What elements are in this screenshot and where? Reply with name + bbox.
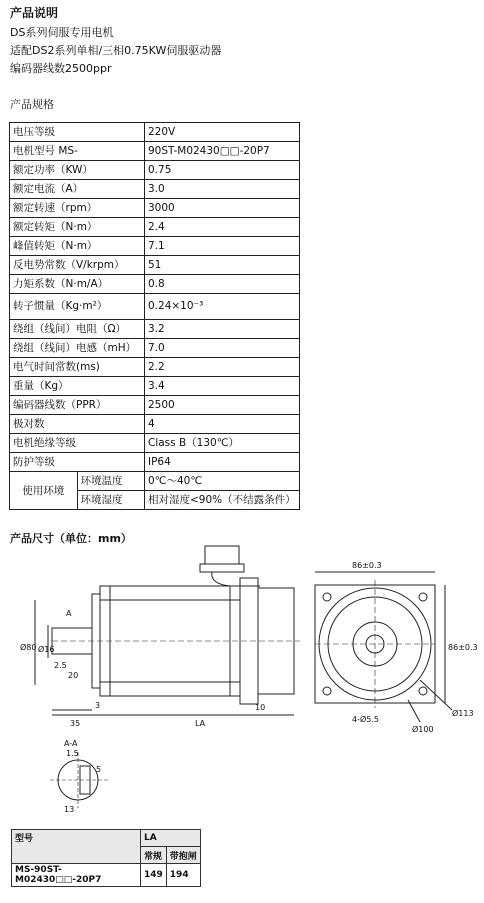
spec-row [10,256,300,275]
spec-key: 峰值转矩（N·m） [10,237,145,256]
spec-value: 3000 [145,199,300,218]
spec-value: 220V [145,123,300,142]
normal-col-header: 常规 [141,847,167,864]
spec-row [10,434,300,453]
dim-35: 35 [70,719,81,728]
spec-row-env [10,472,300,491]
section-dim-2: 5 [96,765,102,774]
spec-key: 绕组（线间）电阻（Ω） [10,320,145,339]
spec-key: 额定电流（A） [10,180,145,199]
spec-key: 绕组（线间）电感（mH） [10,339,145,358]
spec-key: 重量（Kg） [10,377,145,396]
section-label: A-A [64,739,78,748]
dim-holes: 4-Ø5.5 [352,715,379,724]
spec-key: 额定功率（KW） [10,161,145,180]
section-dim-3: 13 [64,805,75,814]
spec-row [10,218,300,237]
spec-row [10,142,300,161]
spec-row [10,396,300,415]
connector [205,546,239,564]
spec-value: IP64 [145,453,300,472]
spec-row [10,415,300,434]
spec-value: 0.24×10⁻³ [145,294,300,320]
normal-cell: 149 [141,864,167,887]
spec-value: 2500 [145,396,300,415]
dim-d80: Ø80 [20,643,37,652]
env-key: 环境温度 [77,472,145,491]
spec-value: 90ST-M02430□□-20P7 [145,142,300,161]
spec-row [10,161,300,180]
spec-value: 4 [145,415,300,434]
model-cell: MS-90ST-M02430□□-20P7 [12,864,141,887]
brake-col-header: 带抱闸 [166,847,200,864]
spec-table [9,122,300,510]
dim-3: 3 [95,701,101,710]
spec-key: 防护等级 [10,453,145,472]
dim-86-side: 86±0.3 [448,643,478,652]
la-col-header: LA [141,830,201,847]
model-col-header: 型号 [12,830,141,864]
spec-row [10,320,300,339]
spec-key: 极对数 [10,415,145,434]
dim-phi100: Ø100 [412,725,434,734]
spec-value: 7.1 [145,237,300,256]
spec-key: 额定转矩（N·m） [10,218,145,237]
spec-row [10,377,300,396]
spec-row [10,123,300,142]
spec-value: 3.0 [145,180,300,199]
dim-la: LA [195,719,206,728]
intro-heading: 产品说明 [10,6,59,20]
spec-row [10,294,300,320]
spec-row [10,180,300,199]
section-dim-1: 1.5 [66,749,79,758]
spec-value: 0.75 [145,161,300,180]
spec-key: 反电势常数（V/krpm） [10,256,145,275]
spec-row [10,275,300,294]
env-value: 0℃～40℃ [145,472,300,491]
env-key: 环境湿度 [77,491,145,510]
dim-86-top: 86±0.3 [352,561,382,570]
spec-value: 51 [145,256,300,275]
spec-value: 2.2 [145,358,300,377]
intro-line-1: DS系列伺服专用电机 [10,26,114,39]
dim-d16: Ø16 [38,645,55,654]
dim-10: 10 [255,703,266,712]
brake-cell: 194 [166,864,200,887]
spec-row [10,237,300,256]
dim-phi113: Ø113 [452,709,474,718]
spec-value: 3.2 [145,320,300,339]
spec-row [10,199,300,218]
intro-line-2: 适配DS2系列单相/三相0.75KW伺服驱动器 [10,44,222,57]
spec-row [10,453,300,472]
spec-value: Class B（130℃） [145,434,300,453]
dim-20: 20 [68,671,79,680]
spec-value: 7.0 [145,339,300,358]
env-value: 相对湿度<90%（不结露条件） [145,491,300,510]
model-table [11,829,201,887]
view-a-label: A [66,609,72,618]
dims-heading: 产品尺寸（单位：mm） [10,532,132,545]
intro-line-3: 编码器线数2500ppr [10,62,112,75]
env-label: 使用环境 [10,472,78,510]
spec-key: 编码器线数（PPR） [10,396,145,415]
spec-key: 额定转速（rpm） [10,199,145,218]
spec-key: 电机型号 MS- [10,142,145,161]
spec-key: 电气时间常数(ms) [10,358,145,377]
spec-value: 2.4 [145,218,300,237]
spec-heading: 产品规格 [10,98,54,111]
spec-key: 转子惯量（Kg·m²） [10,294,145,320]
spec-row [10,358,300,377]
spec-row [10,339,300,358]
dimension-drawing [0,540,484,830]
dim-2-5: 2.5 [54,661,67,670]
spec-key: 电机绝缘等级 [10,434,145,453]
spec-value: 0.8 [145,275,300,294]
spec-key: 力矩系数（N·m/A） [10,275,145,294]
spec-key: 电压等级 [10,123,145,142]
spec-value: 3.4 [145,377,300,396]
